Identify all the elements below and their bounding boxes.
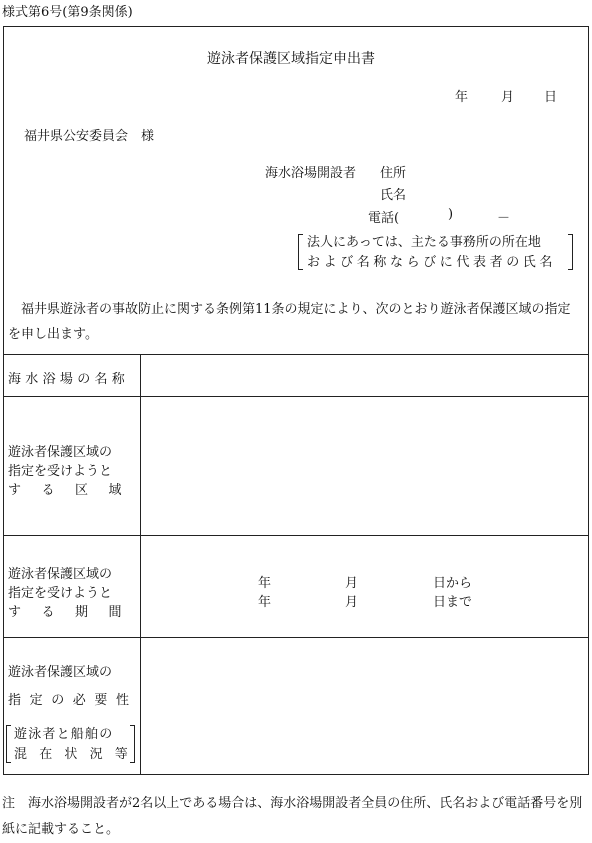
period-from-day: 日から: [433, 576, 473, 591]
form-title: 遊泳者保護区域指定申出書: [207, 51, 375, 67]
corporate-note-bracket-right: [568, 234, 573, 270]
period-label-line3: する期間: [8, 605, 143, 620]
corporate-note-bracket-left: [298, 234, 303, 270]
phone-dash: －: [497, 211, 511, 226]
necessity-sub-bracket-left: [6, 725, 11, 763]
footnote: 注 海水浴場開設者が2名以上である場合は、海水浴場開設者全員の住所、氏名および電話番号を別紙に記載すること。: [2, 796, 583, 837]
area-label-line1: 遊泳者保護区域の: [8, 445, 113, 460]
necessity-sub-line1: 遊泳者と船舶の: [14, 727, 114, 742]
corporate-note-line2: および名称ならびに代表者の氏名: [307, 255, 557, 270]
corporate-note-line1: 法人にあっては、主たる事務所の所在地: [307, 235, 541, 250]
period-label-line1: 遊泳者保護区域の: [8, 567, 113, 582]
period-to-day: 日まで: [433, 595, 473, 610]
area-label-line2: 指定を受けようと: [8, 464, 113, 479]
label-column-divider: [140, 354, 141, 775]
applicant-role: 海水浴場開設者: [265, 166, 357, 181]
period-to-month: 月: [345, 595, 359, 610]
period-label-line2: 指定を受けようと: [8, 586, 113, 601]
date-year-label: 年: [455, 90, 469, 105]
necessity-label-line1: 遊泳者保護区域の: [8, 665, 113, 680]
period-from-month: 月: [345, 576, 359, 591]
row-divider-1: [3, 396, 589, 397]
row-divider-3: [3, 637, 589, 638]
period-from-year: 年: [258, 576, 272, 591]
period-to-year: 年: [258, 595, 272, 610]
addressee: 福井県公安委員会 様: [24, 129, 155, 144]
necessity-sub-bracket-right: [130, 725, 135, 763]
address-label: 住所: [380, 166, 407, 181]
necessity-sub-line2: 混在状況等: [14, 747, 141, 762]
phone-close-paren: ): [448, 207, 454, 222]
phone-label: 電話(: [368, 211, 400, 226]
request-statement: 福井県遊泳者の事故防止に関する条例第11条の規定により、次のとおり遊泳者保護区域の指定を申し出ます。: [8, 302, 571, 342]
facility-name-label-text: 海水浴場の名称: [8, 372, 130, 387]
date-month-label: 月: [501, 90, 515, 105]
necessity-label-line2: 指定の必要性: [8, 693, 138, 708]
table-top-border: [3, 354, 589, 355]
row-divider-2: [3, 535, 589, 536]
name-label: 氏名: [380, 188, 407, 203]
facility-name-label: [8, 368, 136, 387]
form-number: 様式第6号(第9条関係): [2, 5, 133, 20]
date-day-label: 日: [544, 90, 558, 105]
area-label-line3: する区域: [8, 483, 143, 498]
